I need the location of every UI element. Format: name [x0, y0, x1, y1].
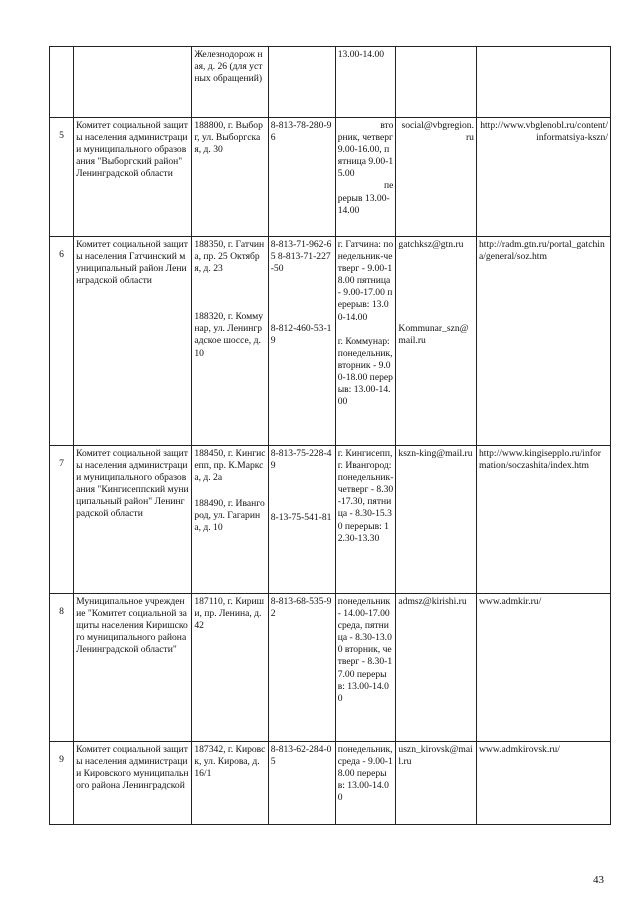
- hours-gatchina: г. Гатчина: понедельник-четверг - 9.00-18.00 пятница - 9.00-17.00 перерыв: 13.00-14.00: [337, 239, 394, 323]
- table-row: [50, 446, 611, 594]
- email-gatchina[interactable]: gatchksz@gtn.ru: [398, 239, 464, 250]
- cell-num: [50, 47, 74, 118]
- phone-kingisepp: 8-813-75-228-49: [270, 448, 332, 472]
- cell-num: 5: [50, 118, 74, 237]
- address-kingisepp: 188450, г. Кингисепп, пр. К.Маркса, д. 2а: [194, 448, 266, 484]
- cell-site[interactable]: www.admkir.ru/: [476, 594, 610, 742]
- phone-ivangorod: 8-13-75-541-81: [270, 512, 332, 524]
- cell-num: 6: [50, 237, 74, 446]
- phone-gatchina: 8-813-71-962-65 8-813-71-227-50: [270, 239, 332, 275]
- cell-address: Железнодорож ная, д. 26 (для устных обращений): [192, 47, 268, 118]
- hours-fragment: пе: [384, 180, 394, 192]
- email-kommunar[interactable]: Kommunar_szn@mail.ru: [398, 323, 469, 347]
- table-row: [50, 594, 611, 742]
- cell-name: Комитет социальной защиты населения администрации Кировского муниципального района Ленинградской: [74, 742, 192, 825]
- table-row: [50, 118, 611, 237]
- cell-hours: [335, 237, 396, 446]
- cell-site[interactable]: http://www.vbglenobl.ru/content/informatsiya-kszn/: [476, 118, 610, 237]
- cell-site: [476, 47, 610, 118]
- cell-phone: [268, 47, 335, 118]
- cell-email[interactable]: admsz@kirishi.ru: [396, 594, 477, 742]
- cell-address: 187110, г. Кириши, пр. Ленина, д. 42: [192, 594, 268, 742]
- page-number: 43: [593, 874, 604, 886]
- table-row: [50, 742, 611, 825]
- cell-phone: 8-813-68-535-92: [268, 594, 335, 742]
- cell-name: Комитет социальной защиты населения Гатчинский муниципальный район Ленинградской области: [74, 237, 192, 446]
- cell-email[interactable]: uszn_kirovsk@mail.ru: [396, 742, 477, 825]
- cell-name: [74, 47, 192, 118]
- cell-num: 7: [50, 446, 74, 594]
- address-gatchina: 188350, г. Гатчина, пр. 25 Октября, д. 23: [194, 239, 265, 275]
- cell-phone: [268, 237, 335, 446]
- cell-address: 187342, г. Кировск, ул. Кирова, д. 16/1: [192, 742, 268, 825]
- cell-name: Комитет социальной защиты населения администрации муниципального образования "Выборгский район" Ленинградской области: [74, 118, 192, 237]
- cell-hours: г. Кингисепп, г. Ивангород: понедельник-четверг - 8.30-17.30, пятница - 8.30-15.30 перерыв: 12.30-13.30: [335, 446, 396, 594]
- hours-fragment: рерыв 13.00-14.00: [337, 192, 390, 216]
- cell-address: [192, 446, 268, 594]
- cell-email: [396, 47, 477, 118]
- table-row: [50, 237, 611, 446]
- cell-phone: 8-813-78-280-96: [268, 118, 335, 237]
- hours-kommunar: г. Коммунар: понедельник, вторник - 9.00-18.00 перерыв: 13.00-14.00: [337, 335, 393, 408]
- phone-kommunar: 8-812-460-53-19: [270, 323, 332, 347]
- cell-hours: понедельник - 14.00-17.00 среда, пятница - 8.30-13.00 вторник, четверг - 8.30-17.00 перерыв: 13.00-14.00: [335, 594, 396, 742]
- cell-hours: [335, 118, 396, 237]
- cell-phone: [268, 446, 335, 594]
- cell-name: Муниципальное учреждение "Комитет социальной защиты населения Киришского муниципального района Ленинградской области": [74, 594, 192, 742]
- cell-site[interactable]: http://radm.gtn.ru/portal_gatchina/general/soz.htm: [476, 237, 610, 446]
- cell-address: 188800, г. Выборг, ул. Выборгская, д. 30: [192, 118, 268, 237]
- social-protection-table: [49, 46, 611, 825]
- cell-email[interactable]: kszn-king@mail.ru: [396, 446, 477, 594]
- cell-email[interactable]: social@vbgregion.ru: [396, 118, 477, 237]
- address-ivangorod: 188490, г. Ивангород, ул. Гагарина, д. 10: [194, 498, 265, 534]
- hours-fragment: рник, четверг 9.00-16.00, пятница 9.00-15.00: [337, 132, 394, 180]
- cell-hours: понедельник, среда - 9.00-18.00 перерыв: 13.00-14.00: [335, 742, 396, 825]
- cell-num: 9: [50, 742, 74, 825]
- cell-name: Комитет социальной защиты населения администрации муниципального образования "Кингисеппский муниципальный район" Ленинградской области: [74, 446, 192, 594]
- cell-num: 8: [50, 594, 74, 742]
- cell-email: [396, 237, 477, 446]
- cell-hours: 13.00-14.00: [335, 47, 396, 118]
- cell-phone: 8-813-62-284-05: [268, 742, 335, 825]
- address-kommunar: 188320, г. Коммунар, ул. Ленинградское шоссе, д. 10: [194, 311, 264, 359]
- hours-fragment: вто: [380, 120, 394, 131]
- cell-site[interactable]: www.admkirovsk.ru/: [476, 742, 610, 825]
- cell-site[interactable]: http://www.kingisepplo.ru/information/soczashita/index.htm: [476, 446, 610, 594]
- table-row: [50, 47, 611, 118]
- cell-address: [192, 237, 268, 446]
